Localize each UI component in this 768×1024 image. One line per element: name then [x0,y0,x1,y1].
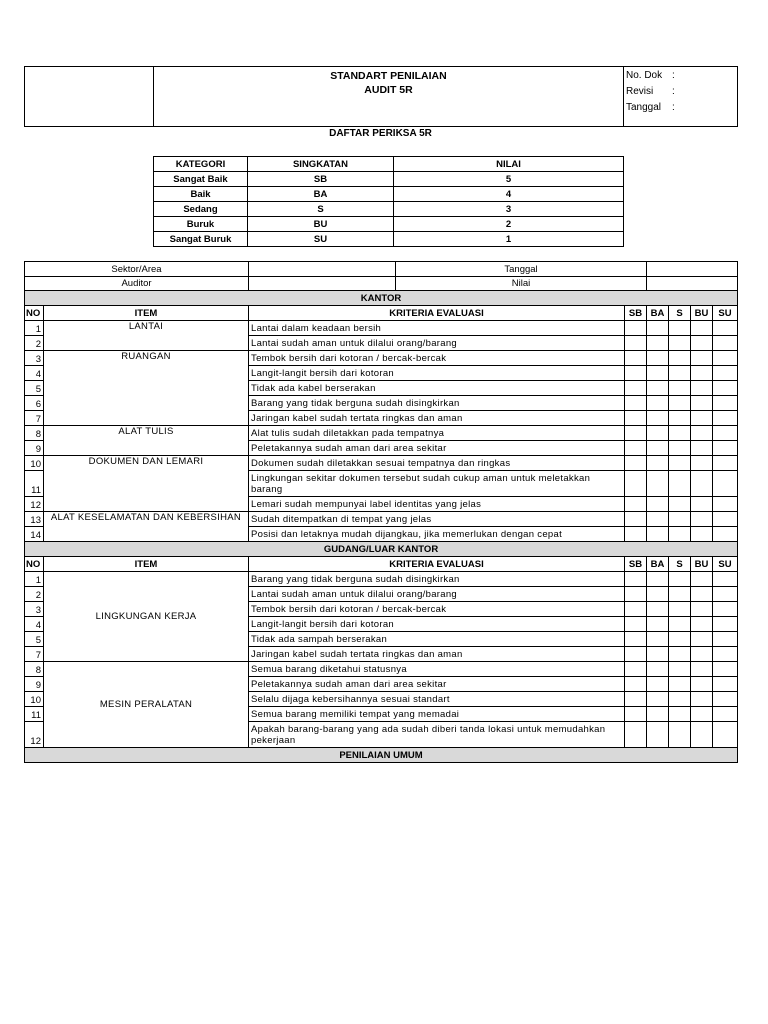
row-number: 10 [25,692,44,707]
row-number: 11 [25,471,44,497]
score-cell-s[interactable] [669,632,691,647]
criteria-text: Barang yang tidak berguna sudah disingkirkan [249,572,625,587]
criteria-text: Semua barang diketahui statusnya [249,662,625,677]
score-cell-su[interactable] [713,471,738,497]
title-line-2: AUDIT 5R [364,84,413,96]
score-cell-sb[interactable] [625,647,647,662]
score-cell-ba[interactable] [647,336,669,351]
score-cell-s[interactable] [669,617,691,632]
row-number: 9 [25,441,44,456]
item-name: RUANGAN [44,351,249,426]
column-header-row [25,557,738,572]
auditor-label: Auditor [25,277,249,291]
score-cell-ba[interactable] [647,617,669,632]
score-cell-s[interactable] [669,707,691,722]
score-cell-su[interactable] [713,456,738,471]
score-cell-su[interactable] [713,572,738,587]
score-cell-su[interactable] [713,722,738,748]
score-cell-sb[interactable] [625,396,647,411]
col-score-header: SU [713,557,738,572]
score-cell-sb[interactable] [625,617,647,632]
score-cell-ba[interactable] [647,632,669,647]
col-score-header: S [669,557,691,572]
legend-cell: Sangat Baik [154,172,248,187]
score-cell-su[interactable] [713,707,738,722]
score-cell-bu[interactable] [691,426,713,441]
col-no-header: NO [25,557,44,572]
legend-cell: Baik [154,187,248,202]
score-cell-bu[interactable] [691,471,713,497]
score-cell-s[interactable] [669,512,691,527]
score-cell-su[interactable] [713,662,738,677]
document-header [24,66,738,127]
legend-cell: S [248,202,394,217]
score-cell-sb[interactable] [625,602,647,617]
score-cell-sb[interactable] [625,381,647,396]
score-cell-bu[interactable] [691,456,713,471]
info-row [25,262,738,277]
score-cell-sb[interactable] [625,336,647,351]
col-kriteria-header: KRITERIA EVALUASI [249,306,625,321]
row-number: 13 [25,512,44,527]
legend-cell: BA [248,187,394,202]
score-cell-su[interactable] [713,692,738,707]
row-number: 10 [25,456,44,471]
nilai-value-field[interactable] [647,277,738,291]
score-cell-bu[interactable] [691,441,713,456]
row-number: 7 [25,647,44,662]
score-cell-bu[interactable] [691,411,713,426]
score-cell-ba[interactable] [647,512,669,527]
score-cell-su[interactable] [713,527,738,542]
criteria-text: Semua barang memiliki tempat yang memadai [249,707,625,722]
checklist-table [24,261,738,763]
row-number: 4 [25,366,44,381]
criteria-text: Langit-langit bersih dari kotoran [249,617,625,632]
col-score-header: S [669,306,691,321]
score-cell-ba[interactable] [647,677,669,692]
score-cell-su[interactable] [713,632,738,647]
legend-cell: Sedang [154,202,248,217]
score-cell-ba[interactable] [647,692,669,707]
tanggal-label: Tanggal [396,262,647,277]
score-cell-bu[interactable] [691,662,713,677]
score-cell-ba[interactable] [647,426,669,441]
score-cell-sb[interactable] [625,677,647,692]
row-number: 12 [25,497,44,512]
document-meta [624,67,738,127]
document-title [154,67,624,127]
criteria-text: Lantai sudah aman untuk dilalui orang/barang [249,336,625,351]
score-cell-s[interactable] [669,366,691,381]
score-cell-ba[interactable] [647,722,669,748]
gudang-section-row [25,542,738,557]
criteria-text: Posisi dan letaknya mudah dijangkau, jika memerlukan dengan cepat [249,527,625,542]
legend-cell: 2 [394,217,624,232]
legend-header-cell: KATEGORI [154,157,248,172]
score-cell-ba[interactable] [647,527,669,542]
gudang-section-title: GUDANG/LUAR KANTOR [25,542,738,557]
score-cell-s[interactable] [669,527,691,542]
criteria-row [25,321,738,336]
sektor-label: Sektor/Area [25,262,249,277]
score-cell-bu[interactable] [691,587,713,602]
legend-header-cell: SINGKATAN [248,157,394,172]
score-cell-su[interactable] [713,441,738,456]
score-cell-sb[interactable] [625,426,647,441]
score-cell-bu[interactable] [691,321,713,336]
row-number: 7 [25,411,44,426]
score-cell-s[interactable] [669,441,691,456]
row-number: 2 [25,336,44,351]
score-cell-ba[interactable] [647,602,669,617]
row-number: 3 [25,351,44,366]
sektor-value-field[interactable] [249,262,396,277]
score-cell-su[interactable] [713,602,738,617]
criteria-text: Tidak ada kabel berserakan [249,381,625,396]
kantor-section-title: KANTOR [25,291,738,306]
item-name: ALAT TULIS [44,426,249,456]
score-cell-su[interactable] [713,426,738,441]
score-cell-s[interactable] [669,692,691,707]
item-name: MESIN PERALATAN [44,662,249,748]
criteria-text: Lantai sudah aman untuk dilalui orang/barang [249,587,625,602]
criteria-text: Peletakannya sudah aman dari area sekitar [249,441,625,456]
score-cell-s[interactable] [669,647,691,662]
row-number: 14 [25,527,44,542]
score-cell-ba[interactable] [647,587,669,602]
score-cell-bu[interactable] [691,351,713,366]
criteria-row [25,426,738,441]
score-cell-ba[interactable] [647,471,669,497]
nilai-label: Nilai [396,277,647,291]
col-score-header: BU [691,557,713,572]
criteria-text: Lantai dalam keadaan bersih [249,321,625,336]
doc-no-row [626,68,735,84]
revisi-label: Revisi [626,86,654,97]
score-cell-ba[interactable] [647,497,669,512]
row-number: 9 [25,677,44,692]
score-cell-ba[interactable] [647,396,669,411]
criteria-text: Alat tulis sudah diletakkan pada tempatnya [249,426,625,441]
row-number: 5 [25,632,44,647]
auditor-value-field[interactable] [249,277,396,291]
col-score-header: SU [713,306,738,321]
score-cell-sb[interactable] [625,527,647,542]
item-name: LANTAI [44,321,249,351]
tanggal-value-field[interactable] [647,262,738,277]
score-cell-s[interactable] [669,677,691,692]
row-number: 3 [25,602,44,617]
col-score-header: BU [691,306,713,321]
score-cell-s[interactable] [669,336,691,351]
score-cell-ba[interactable] [647,662,669,677]
score-cell-su[interactable] [713,396,738,411]
legend-cell: SU [248,232,394,247]
legend-cell: 3 [394,202,624,217]
score-cell-bu[interactable] [691,336,713,351]
score-cell-sb[interactable] [625,366,647,381]
score-cell-su[interactable] [713,366,738,381]
row-number: 1 [25,572,44,587]
score-cell-sb[interactable] [625,411,647,426]
score-cell-bu[interactable] [691,527,713,542]
revisi-row [626,84,735,100]
colon: : [672,86,675,97]
criteria-row [25,351,738,366]
score-cell-sb[interactable] [625,497,647,512]
row-number: 5 [25,381,44,396]
score-cell-su[interactable] [713,677,738,692]
criteria-row [25,456,738,471]
score-cell-ba[interactable] [647,707,669,722]
criteria-text: Barang yang tidak berguna sudah disingkirkan [249,396,625,411]
legend-cell: Sangat Buruk [154,232,248,247]
score-cell-ba[interactable] [647,351,669,366]
col-score-header: SB [625,306,647,321]
score-cell-sb[interactable] [625,572,647,587]
score-cell-s[interactable] [669,321,691,336]
logo-placeholder [25,67,154,127]
legend-row [154,187,624,202]
score-cell-s[interactable] [669,396,691,411]
score-cell-ba[interactable] [647,441,669,456]
legend-cell: 1 [394,232,624,247]
criteria-text: Jaringan kabel sudah tertata ringkas dan aman [249,647,625,662]
score-cell-sb[interactable] [625,471,647,497]
score-cell-sb[interactable] [625,692,647,707]
score-cell-su[interactable] [713,411,738,426]
col-item-header: ITEM [44,557,249,572]
score-cell-bu[interactable] [691,632,713,647]
title-line-1: STANDART PENILAIAN [330,70,447,82]
score-cell-ba[interactable] [647,366,669,381]
checklist-title: DAFTAR PERIKSA 5R [329,128,432,139]
col-item-header: ITEM [44,306,249,321]
row-number: 11 [25,707,44,722]
row-number: 2 [25,587,44,602]
legend-row [154,172,624,187]
legend-row [154,232,624,247]
tanggal-label: Tanggal [626,102,662,113]
tanggal-row [626,100,735,116]
penilaian-umum-row [25,748,738,763]
item-name: LINGKUNGAN KERJA [44,572,249,662]
col-no-header: NO [25,306,44,321]
criteria-text: Dokumen sudah diletakkan sesuai tempatnya dan ringkas [249,456,625,471]
legend-cell: Buruk [154,217,248,232]
criteria-text: Tidak ada sampah berserakan [249,632,625,647]
row-number: 1 [25,321,44,336]
score-cell-s[interactable] [669,411,691,426]
score-cell-ba[interactable] [647,381,669,396]
rating-legend-table [153,156,624,247]
score-cell-s[interactable] [669,587,691,602]
score-cell-bu[interactable] [691,617,713,632]
score-cell-sb[interactable] [625,456,647,471]
score-cell-s[interactable] [669,381,691,396]
criteria-text: Lingkungan sekitar dokumen tersebut sudah cukup aman untuk meletakkan barang [249,471,625,497]
score-cell-su[interactable] [713,497,738,512]
score-cell-sb[interactable] [625,441,647,456]
legend-cell: BU [248,217,394,232]
item-name: ALAT KESELAMATAN DAN KEBERSIHAN [44,512,249,542]
score-cell-ba[interactable] [647,411,669,426]
criteria-text: Tembok bersih dari kotoran / bercak-bercak [249,351,625,366]
score-cell-sb[interactable] [625,512,647,527]
colon: : [672,70,675,81]
score-cell-sb[interactable] [625,351,647,366]
penilaian-umum-title: PENILAIAN UMUM [25,748,738,763]
score-cell-su[interactable] [713,647,738,662]
legend-row [154,217,624,232]
score-cell-s[interactable] [669,722,691,748]
criteria-text: Peletakannya sudah aman dari area sekitar [249,677,625,692]
score-cell-su[interactable] [713,351,738,366]
criteria-row [25,572,738,587]
criteria-text: Langit-langit bersih dari kotoran [249,366,625,381]
score-cell-su[interactable] [713,512,738,527]
score-cell-bu[interactable] [691,497,713,512]
col-kriteria-header: KRITERIA EVALUASI [249,557,625,572]
row-number: 8 [25,662,44,677]
row-number: 12 [25,722,44,748]
score-cell-sb[interactable] [625,632,647,647]
score-cell-su[interactable] [713,617,738,632]
row-number: 4 [25,617,44,632]
score-cell-ba[interactable] [647,321,669,336]
score-cell-su[interactable] [713,587,738,602]
col-score-header: BA [647,557,669,572]
score-cell-s[interactable] [669,471,691,497]
score-cell-sb[interactable] [625,662,647,677]
score-cell-sb[interactable] [625,321,647,336]
score-cell-ba[interactable] [647,572,669,587]
legend-header-row [154,157,624,172]
score-cell-su[interactable] [713,321,738,336]
score-cell-bu[interactable] [691,722,713,748]
colon: : [672,102,675,113]
legend-cell: 5 [394,172,624,187]
legend-cell: 4 [394,187,624,202]
score-cell-su[interactable] [713,336,738,351]
score-cell-bu[interactable] [691,692,713,707]
score-cell-bu[interactable] [691,602,713,617]
col-score-header: BA [647,306,669,321]
criteria-text: Tembok bersih dari kotoran / bercak-bercak [249,602,625,617]
score-cell-s[interactable] [669,426,691,441]
legend-header-cell: NILAI [394,157,624,172]
row-number: 8 [25,426,44,441]
score-cell-s[interactable] [669,351,691,366]
score-cell-bu[interactable] [691,381,713,396]
score-cell-s[interactable] [669,602,691,617]
legend-cell: SB [248,172,394,187]
item-name: DOKUMEN DAN LEMARI [44,456,249,512]
score-cell-s[interactable] [669,572,691,587]
score-cell-s[interactable] [669,456,691,471]
kantor-section-row [25,291,738,306]
score-cell-bu[interactable] [691,396,713,411]
score-cell-bu[interactable] [691,677,713,692]
row-number: 6 [25,396,44,411]
score-cell-bu[interactable] [691,512,713,527]
score-cell-ba[interactable] [647,456,669,471]
criteria-text: Sudah ditempatkan di tempat yang jelas [249,512,625,527]
score-cell-bu[interactable] [691,707,713,722]
criteria-text: Apakah barang-barang yang ada sudah diberi tanda lokasi untuk memudahkan pekerjaan [249,722,625,748]
score-cell-sb[interactable] [625,707,647,722]
score-cell-sb[interactable] [625,587,647,602]
legend-row [154,202,624,217]
criteria-text: Lemari sudah mempunyai label identitas yang jelas [249,497,625,512]
score-cell-bu[interactable] [691,572,713,587]
criteria-text: Jaringan kabel sudah tertata ringkas dan aman [249,411,625,426]
score-cell-sb[interactable] [625,722,647,748]
criteria-row [25,512,738,527]
criteria-row [25,662,738,677]
score-cell-s[interactable] [669,662,691,677]
doc-no-label: No. Dok [626,70,663,81]
column-header-row [25,306,738,321]
score-cell-bu[interactable] [691,366,713,381]
score-cell-bu[interactable] [691,647,713,662]
info-row [25,277,738,291]
criteria-text: Selalu dijaga kebersihannya sesuai standart [249,692,625,707]
score-cell-s[interactable] [669,497,691,512]
col-score-header: SB [625,557,647,572]
score-cell-su[interactable] [713,381,738,396]
score-cell-ba[interactable] [647,647,669,662]
